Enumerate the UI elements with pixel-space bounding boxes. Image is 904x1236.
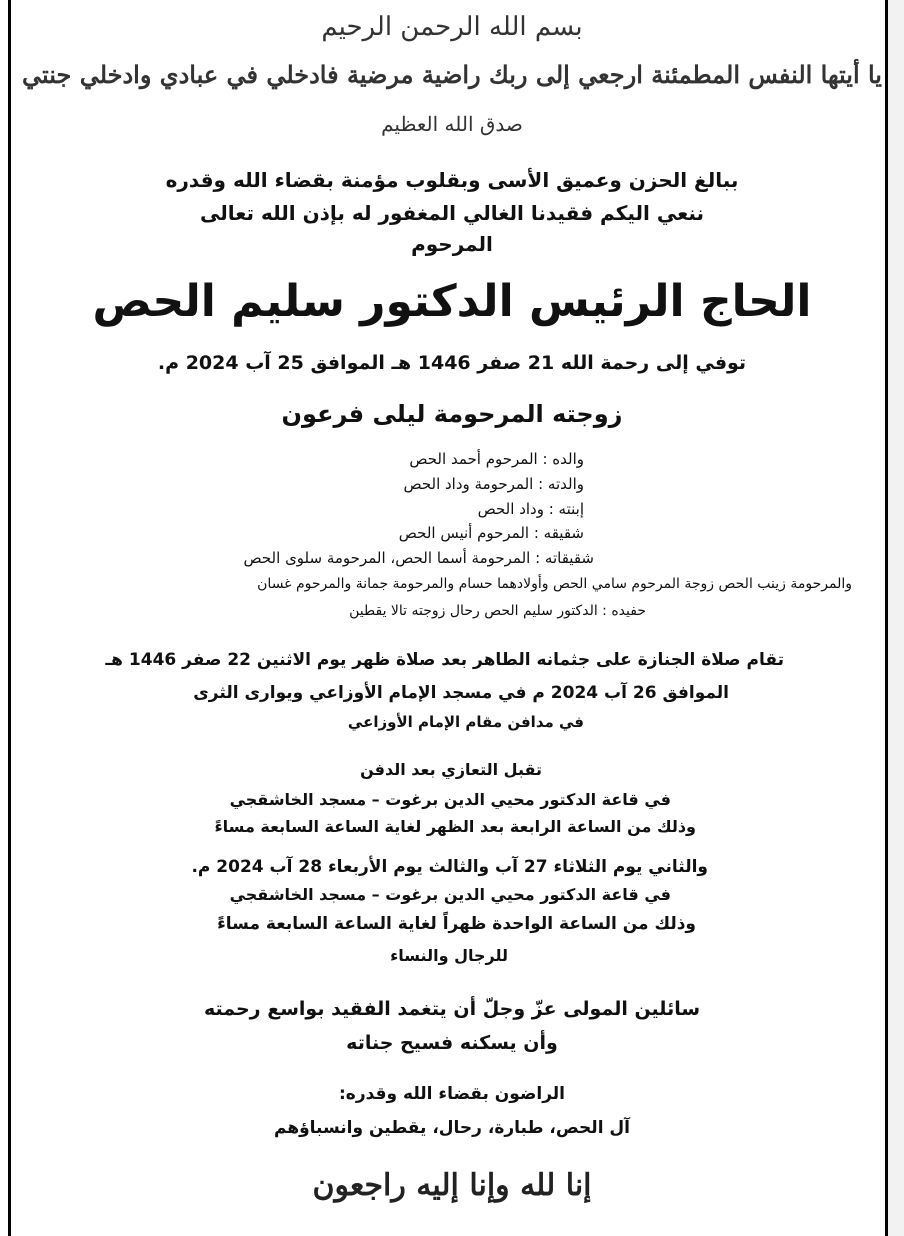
funeral-line-2: الموافق 26 آب 2024 م في مسجد الإمام الأوزاعي ويوارى الثرى [193, 683, 729, 703]
late-label: المرحوم [411, 232, 493, 256]
intro-line-2: ننعي اليكم فقيدنا الغالي المغفور له بإذن الله تعالى [199, 201, 705, 225]
condolences-place-2: في قاعة الدكتور محيي الدين برغوت – مسجد الخاشقجي [229, 885, 671, 904]
condolences-audience: للرجال والنساء [390, 946, 508, 965]
footer-verse-calligraphy: إنا لله وإنا إليه راجعون [312, 1168, 592, 1203]
funeral-line-1: تقام صلاة الجنازة على جثمانه الطاهر بعد صلاة ظهر يوم الاثنين 22 صفر 1446 هـ [105, 650, 784, 670]
grandson: حفيده : الدكتور سليم الحص رحال زوجته تالا يقطين [349, 603, 646, 619]
sisters-continued: والمرحومة زينب الحص زوجة المرحوم سامي الحص وأولادهما حسام والمرحومة جمانة والمرحوم غسان [257, 576, 852, 592]
sisters: شقيقاته : المرحومة أسما الحص، المرحومة سلوى الحص [243, 549, 594, 567]
death-date: توفي إلى رحمة الله 21 صفر 1446 هـ الموافق 25 آب 2024 م. [157, 352, 747, 374]
mourners-families: آل الحص، طبارة، رحال، يقطين وانسباؤهم [273, 1118, 631, 1138]
father: والده : المرحوم أحمد الحص [409, 450, 584, 468]
prayer-line-1: سائلين المولى عزّ وجلّ أن يتغمد الفقيد بواسع رحمته [203, 998, 701, 1020]
wife: زوجته المرحومة ليلى فرعون [281, 400, 623, 428]
funeral-line-3: في مدافن مقام الإمام الأوزاعي [347, 713, 584, 731]
sadaqa-calligraphy: صدق الله العظيم [381, 112, 523, 136]
condolences-time-1: وذلك من الساعة الرابعة بعد الظهر لغاية الساعة السابعة مساءً [214, 817, 696, 836]
condolences-place-1: في قاعة الدكتور محيي الدين برغوت – مسجد الخاشقجي [229, 790, 671, 809]
page-edge [888, 0, 904, 1236]
verse-calligraphy: يا أيتها النفس المطمئنة ارجعي إلى ربك راضية مرضية فادخلي في عبادي وادخلي جنتي [22, 60, 882, 89]
deceased-name: الحاج الرئيس الدكتور سليم الحص [92, 276, 812, 327]
condolences-title: تقبل التعازي بعد الدفن [360, 760, 542, 779]
condolences-days: والثاني يوم الثلاثاء 27 آب والثالث يوم الأربعاء 28 آب 2024 م. [191, 857, 708, 877]
daughter: إبنته : وداد الحص [477, 500, 584, 518]
condolences-time-2: وذلك من الساعة الواحدة ظهراً لغاية الساعة السابعة مساءً [217, 914, 696, 934]
mourners-title: الراضون بقضاء الله وقدره: [338, 1084, 565, 1104]
brother: شقيقه : المرحوم أنيس الحص [398, 524, 584, 542]
intro-line-1: ببالغ الحزن وعميق الأسى وبقلوب مؤمنة بقضاء الله وقدره [165, 168, 739, 192]
prayer-line-2: وأن يسكنه فسيح جناته [346, 1032, 558, 1054]
basmala-calligraphy: بسم الله الرحمن الرحيم [321, 12, 583, 42]
mother: والدته : المرحومة وداد الحص [403, 475, 584, 493]
